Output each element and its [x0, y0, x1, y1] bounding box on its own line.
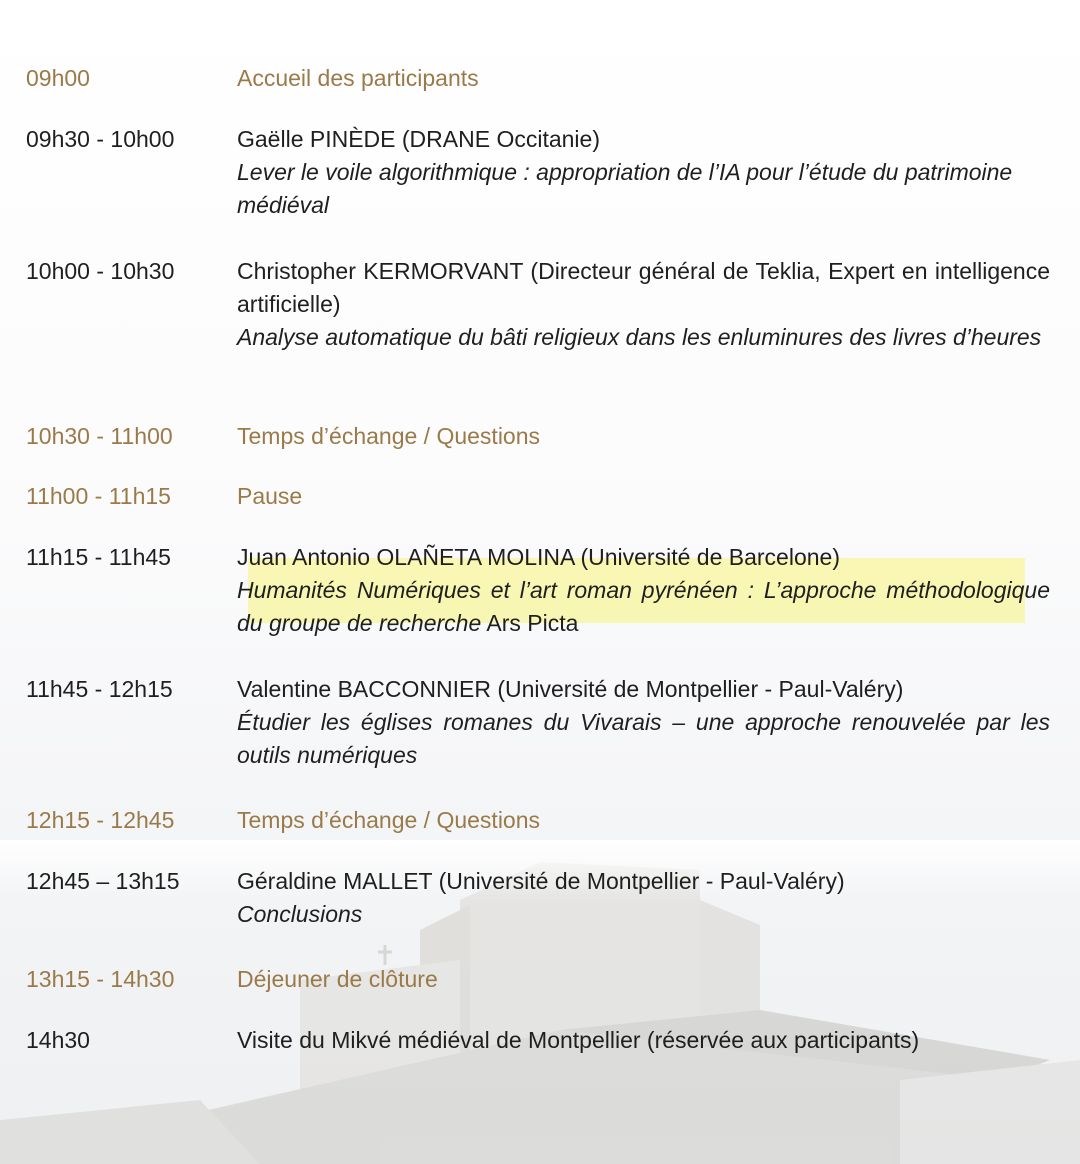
time-slot: 10h30 - 11h00 — [26, 423, 173, 449]
session-title: Déjeuner de clôture — [237, 966, 438, 992]
talk-title — [237, 574, 1050, 640]
time-slot: 12h15 - 12h45 — [26, 807, 175, 833]
time-slot: 13h15 - 14h30 — [26, 966, 175, 992]
talk-title: Étudier les églises romanes du Vivarais – une approche renouvelée par les outils numériques — [237, 709, 1050, 768]
speaker-name: Christopher KERMORVANT (Directeur général de Teklia, Expert en intelligence artificielle) — [237, 258, 1050, 317]
talk-title: Conclusions — [237, 901, 363, 927]
talk-title: Lever le voile algorithmique : appropriation de l’IA pour l’étude du patrimoine médiéval — [237, 159, 1013, 218]
time-slot: 10h00 - 10h30 — [26, 258, 175, 284]
session-title: Accueil des participants — [237, 65, 479, 91]
session-title: Pause — [237, 483, 303, 509]
time-slot: 11h00 - 11h15 — [26, 483, 171, 509]
talk-title: Analyse automatique du bâti religieux dans les enluminures des livres d’heures — [237, 324, 1042, 350]
speaker-name: Valentine BACCONNIER (Université de Montpellier - Paul-Valéry) — [237, 676, 904, 702]
session-title: Temps d’échange / Questions — [237, 807, 541, 833]
speaker-name: Juan Antonio OLAÑETA MOLINA (Université de Barcelone) — [237, 544, 840, 570]
time-slot: 09h30 - 10h00 — [26, 126, 175, 152]
speaker-name: Géraldine MALLET (Université de Montpellier - Paul-Valéry) — [237, 868, 845, 894]
talk-title-suffix: Ars Picta — [481, 610, 579, 636]
time-slot: 11h15 - 11h45 — [26, 544, 171, 570]
time-slot: 09h00 — [26, 65, 90, 91]
session-title: Temps d’échange / Questions — [237, 423, 541, 449]
speaker-name: Gaëlle PINÈDE (DRANE Occitanie) — [237, 126, 600, 152]
session-title: Visite du Mikvé médiéval de Montpellier (réservée aux participants) — [237, 1027, 920, 1053]
talk-title-main: Humanités Numériques et l’art roman pyrénéen : L’approche méthodologique du groupe de recherche — [237, 577, 1050, 636]
time-slot: 11h45 - 12h15 — [26, 676, 173, 702]
time-slot: 12h45 – 13h15 — [26, 868, 180, 894]
time-slot: 14h30 — [26, 1027, 90, 1053]
